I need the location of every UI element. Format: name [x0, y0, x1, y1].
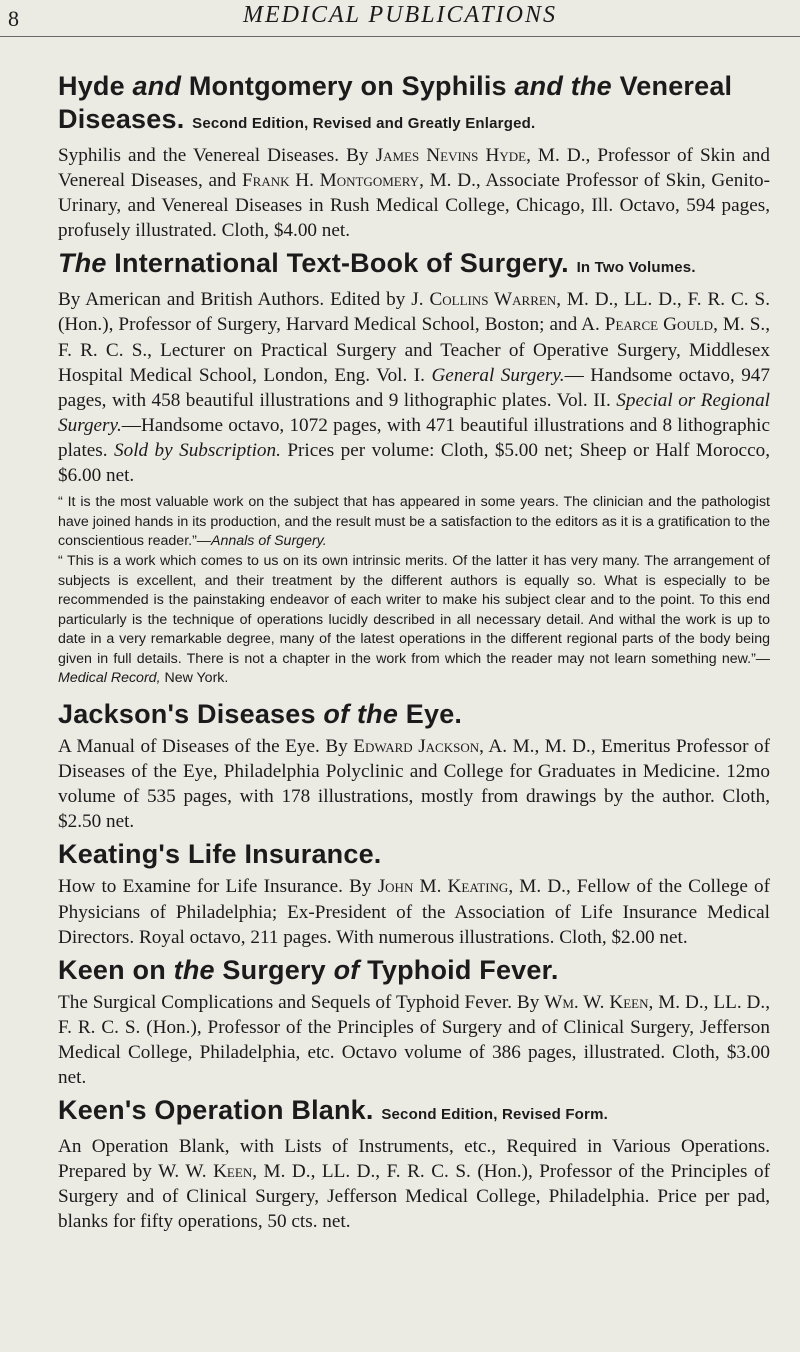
entry-description: By American and British Authors. Edited by J. Collins Warren, M. D., LL. D., F. R. C. S. (Hon.), Professor of Surgery, Harvard Medical School, Boston; and A. Pearce Gould, M. S., F. R. C. S., Lecturer on Practical Surgery and Teacher of Operative Surgery, Middlesex Hospital Medical School, London, Eng. Vol. I. General Surgery.— Handsome octavo, 947 pages, with 458 beautiful illustrations and 9 lithographic plates. Vol. II. Special or Regional Surgery.—Handsome octavo, 1072 pages, with 471 beautiful illustrations and 8 lithographic plates. Sold by Subscription. Prices per volume: Cloth, $5.00 net; Sheep or Half Morocco, $6.00 net. [58, 289, 771, 487]
running-head: MEDICAL PUBLICATIONS [242, 2, 557, 28]
catalog-content [58, 70, 770, 1234]
edition-note: In Two Volumes. [576, 259, 696, 277]
entry-description: An Operation Blank, with Lists of Instruments, etc., Required in Various Operations. Prepared by W. W. Keen, M. D., LL. D., F. R. C. S. (Hon.), Professor of the Principles of Surgery and of Clinical Surgery, Jefferson Medical College, Philadelphia. Price per pad, blanks for fifty operations, 50 cts. net. [58, 1136, 770, 1233]
entry-keen-operation-blank [58, 1094, 770, 1234]
entry-heading: Keen's Operation Blank. Second Edition, Revised Form. [58, 1095, 608, 1126]
entry-jackson-eye [58, 698, 770, 834]
review-quote: “ This is a work which comes to us on its own intrinsic merits. Of the latter it has very many. The arrangement of subjects is excellent, and their treatment by the different authors is equally so. What is especially to be recommended is the painstaking endeavor of each writer to make his subject clear and to the point. To this end particularly is the technique of operations lucidly described in all necessary detail. And withal the work is up to date in a very remarkable degree, many of the latest operations in the different regional parts of the body being given in full details. There is not a chapter in the work from which the reader may not learn something new.”—Medical Record, New York. [58, 552, 770, 687]
entry-hyde-montgomery [58, 70, 770, 243]
entry-heading: Keen on the Surgery of Typhoid Fever. [58, 954, 559, 985]
entry-heading: The International Text-Book of Surgery. In Two Volumes. [58, 248, 696, 279]
edition-note: Second Edition, Revised and Greatly Enlarged. [192, 115, 536, 132]
entry-keen-typhoid [58, 954, 770, 1090]
edition-note: Second Edition, Revised Form. [381, 1106, 608, 1124]
entry-keating-insurance [58, 838, 770, 949]
entry-description: How to Examine for Life Insurance. By John M. Keating, M. D., Fellow of the College of Physicians of Philadelphia; Ex-President of the Association of Life Insurance Medical Directors. Royal octavo, 211 pages. With numerous illustrations. Cloth, $2.00 net. [58, 876, 770, 948]
entry-heading: Keating's Life Insurance. [58, 839, 382, 870]
entry-description: Syphilis and the Venereal Diseases. By James Nevins Hyde, M. D., Professor of Skin and Venereal Diseases, and Frank H. Montgomery, M. D., Associate Professor of Skin, Genito-Urinary, and Venereal Diseases in Rush Medical College, Chicago, Ill. Octavo, 594 pages, profusely illustrated. Cloth, $4.00 net. [58, 145, 771, 242]
entry-description: The Surgical Complications and Sequels of Typhoid Fever. By Wm. W. Keen, M. D., LL. D., F. R. C. S. (Hon.), Professor of the Principles of Surgery and of Clinical Surgery, Jefferson Medical College, Philadelphia, etc. Octavo volume of 386 pages, illustrated. Cloth, $3.00 net. [58, 991, 771, 1088]
header-rule [0, 36, 800, 37]
entry-heading: Jackson's Diseases of the Eye. [58, 699, 463, 730]
review-quote: “ It is the most valuable work on the subject that has appeared in some years. The clinician and the pathologist have joined hands in its production, and the result must be a satisfaction to the editors as it is a gratification to the conscientious reader.”—Annals of Surgery. [58, 494, 770, 550]
entry-heading: Hyde and Montgomery on Syphilis and the Venereal Diseases. Second Edition, Revised and Greatly Enlarged. [58, 71, 733, 134]
entry-international-textbook [58, 247, 770, 689]
page-number: 8 [8, 6, 19, 31]
entry-description: A Manual of Diseases of the Eye. By Edward Jackson, A. M., M. D., Emeritus Professor of Diseases of the Eye, Philadelphia Polyclinic and College for Graduates in Medicine. 12mo volume of 535 pages, with 178 illustrations, mostly from drawings by the author. Cloth, $2.50 net. [58, 736, 770, 833]
